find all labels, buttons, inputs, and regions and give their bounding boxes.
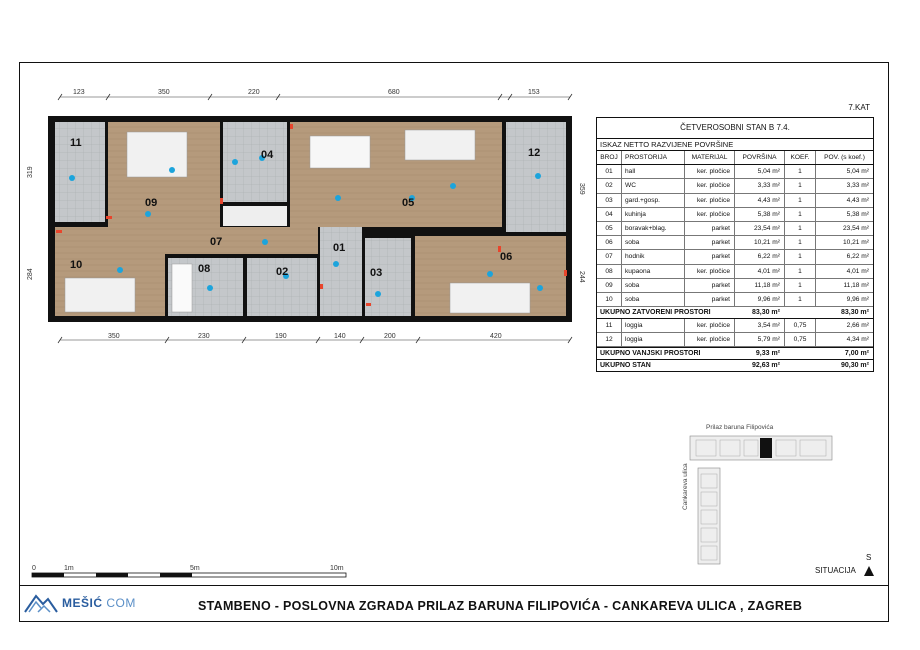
situation-map <box>686 424 836 564</box>
table-cell: 11,18 m² <box>735 279 785 292</box>
table-row <box>597 279 873 293</box>
table-cell: kuhinja <box>622 208 685 221</box>
table-row <box>597 265 873 279</box>
table-cell: ker. pločice <box>685 265 735 278</box>
table-header-row <box>597 151 873 165</box>
scale-label-0: 0 <box>32 565 36 572</box>
apartment-highlight <box>760 438 772 458</box>
table-cell: 04 <box>597 208 622 221</box>
dim-left-1: 319 <box>27 166 34 178</box>
total-outer-coef-area: 7,00 m² <box>844 350 869 358</box>
table-cell: 23,54 m² <box>842 224 869 232</box>
table-cell: 4,01 m² <box>735 265 785 278</box>
table-cell: 0,75 <box>785 319 816 332</box>
table-cell: 1 <box>785 250 816 263</box>
table-cell: 01 <box>597 165 622 178</box>
col-header-area: POVRŠINA <box>735 151 785 164</box>
table-cell: hall <box>622 165 685 178</box>
company-logo <box>24 592 136 614</box>
table-row <box>597 179 873 193</box>
room-label-05: 05 <box>402 197 415 209</box>
table-outer-row <box>597 319 873 333</box>
total-closed-area: 83,30 m² <box>751 309 780 317</box>
table-cell: 9,96 m² <box>735 293 785 306</box>
dim-right-2: 244 <box>578 271 585 283</box>
table-cell: soba <box>622 293 685 306</box>
dim-bottom-3: 190 <box>275 333 287 340</box>
table-cell: 1 <box>785 179 816 192</box>
logo-main-text: MEŠIĆ <box>62 596 103 610</box>
dim-bottom-4: 140 <box>334 333 346 340</box>
table-outer-row <box>597 333 873 347</box>
table-cell: 3,33 m² <box>735 179 785 192</box>
table-row <box>597 236 873 250</box>
table-cell: 10,21 m² <box>735 236 785 249</box>
logo-suffix-text: COM <box>106 596 136 610</box>
table-cell: 5,04 m² <box>846 168 869 176</box>
table-cell: gard.+gosp. <box>622 194 685 207</box>
table-cell: 9,96 m² <box>846 295 869 303</box>
col-header-coef: KOEF. <box>785 151 816 164</box>
table-cell: 11,18 m² <box>843 281 869 289</box>
table-cell: 07 <box>597 250 622 263</box>
col-header-material: MATERIJAL <box>685 151 735 164</box>
table-cell: kupaona <box>622 265 685 278</box>
table-cell: parket <box>685 250 735 263</box>
dim-top-4: 680 <box>388 89 400 96</box>
col-header-number: BROJ <box>597 151 622 164</box>
table-cell: 1 <box>785 194 816 207</box>
room-label-01: 01 <box>333 242 346 254</box>
table-cell: 6,22 m² <box>735 250 785 263</box>
scale-bar <box>30 562 360 580</box>
table-cell: ker. pločice <box>685 179 735 192</box>
total-outer-label: UKUPNO VANJSKI PROSTORI <box>600 350 701 358</box>
table-cell: 11 <box>597 319 622 332</box>
scale-label-10: 10m <box>330 565 344 572</box>
table-cell: 5,38 m² <box>846 210 869 218</box>
table-cell: boravak+blag. <box>622 222 685 235</box>
total-closed-row <box>597 307 873 319</box>
table-cell: 1 <box>785 236 816 249</box>
table-cell: loggia <box>622 319 685 332</box>
room-07 <box>165 227 318 254</box>
table-cell: parket <box>685 222 735 235</box>
table-cell: 12 <box>597 333 622 346</box>
table-cell: 09 <box>597 279 622 292</box>
floor-plan <box>20 88 585 350</box>
table-cell: 1 <box>785 265 816 278</box>
table-cell: soba <box>622 236 685 249</box>
table-cell: 3,33 m² <box>846 182 869 190</box>
mountain-logo-icon <box>24 592 58 614</box>
table-cell: ker. pločice <box>685 208 735 221</box>
north-label: S <box>866 553 872 562</box>
table-row <box>597 293 873 307</box>
room-label-07: 07 <box>210 236 223 248</box>
total-row <box>597 360 873 371</box>
total-coef-area: 90,30 m² <box>840 362 869 370</box>
table-row <box>597 208 873 222</box>
room-label-09: 09 <box>145 197 158 209</box>
table-cell: ker. pločice <box>685 319 735 332</box>
table-row <box>597 165 873 179</box>
room-label-03: 03 <box>370 267 383 279</box>
table-cell: 10,21 m² <box>842 239 869 247</box>
situation-label: SITUACIJA <box>815 566 856 575</box>
street-label-top: Prilaz baruna Filipovića <box>706 424 774 431</box>
dim-bottom-6: 420 <box>490 333 502 340</box>
table-cell: 0,75 <box>785 333 816 346</box>
table-cell: 23,54 m² <box>735 222 785 235</box>
room-label-11: 11 <box>70 137 82 149</box>
table-cell: 1 <box>785 165 816 178</box>
dim-left-2: 284 <box>27 268 34 280</box>
table-cell: parket <box>685 279 735 292</box>
table-cell: 10 <box>597 293 622 306</box>
street-label-left: Cankareva ulica <box>682 463 689 510</box>
total-outer-row <box>597 347 873 360</box>
table-cell: 08 <box>597 265 622 278</box>
total-closed-label: UKUPNO ZATVORENI PROSTORI <box>600 309 711 317</box>
area-table <box>596 117 874 372</box>
dim-top-2: 350 <box>158 89 170 96</box>
table-row <box>597 222 873 236</box>
table-cell: 4,34 m² <box>846 336 869 344</box>
table-cell: loggia <box>622 333 685 346</box>
room-label-12: 12 <box>528 147 541 159</box>
table-cell: WC <box>622 179 685 192</box>
dim-bottom-2: 230 <box>198 333 210 340</box>
table-row <box>597 250 873 264</box>
total-closed-coef-area: 83,30 m² <box>840 309 869 317</box>
table-cell: ker. pločice <box>685 333 735 346</box>
dim-top-1: 123 <box>73 89 85 96</box>
table-cell: 4,01 m² <box>846 267 869 275</box>
table-cell: soba <box>622 279 685 292</box>
table-cell: 4,43 m² <box>735 194 785 207</box>
room-label-10: 10 <box>70 259 83 271</box>
room-label-02: 02 <box>276 266 289 278</box>
room-label-04: 04 <box>261 149 274 161</box>
table-cell: 05 <box>597 222 622 235</box>
dim-top-5: 153 <box>528 89 540 96</box>
scale-label-5: 5m <box>190 565 200 572</box>
table-cell: 4,43 m² <box>846 196 869 204</box>
footer-divider <box>19 585 889 586</box>
table-subtitle: ISKAZ NETTO RAZVIJENE POVRŠINE <box>597 139 873 151</box>
company-name <box>62 596 136 610</box>
dim-bottom-1: 350 <box>108 333 120 340</box>
room-01 <box>320 227 362 316</box>
table-cell: parket <box>685 236 735 249</box>
table-cell: 1 <box>785 279 816 292</box>
dim-top-3: 220 <box>248 89 260 96</box>
table-cell: 1 <box>785 293 816 306</box>
table-cell: 1 <box>785 222 816 235</box>
table-cell: 1 <box>785 208 816 221</box>
dim-right-1: 359 <box>578 183 585 195</box>
table-cell: 03 <box>597 194 622 207</box>
table-cell: 6,22 m² <box>846 253 869 261</box>
table-cell: 5,79 m² <box>735 333 785 346</box>
table-cell: 06 <box>597 236 622 249</box>
col-header-area-coef: POV. (s koef.) <box>824 154 865 161</box>
table-title: ČETVEROSOBNI STAN B 7.4. <box>597 118 873 139</box>
table-cell: 5,38 m² <box>735 208 785 221</box>
total-outer-area: 9,33 m² <box>755 350 780 358</box>
table-cell: parket <box>685 293 735 306</box>
room-label-06: 06 <box>500 251 513 263</box>
table-cell: 2,66 m² <box>846 322 869 330</box>
project-title: STAMBENO - POSLOVNA ZGRADA PRILAZ BARUNA FILIPOVIĆA - CANKAREVA ULICA , ZAGREB <box>198 599 803 613</box>
table-cell: hodnik <box>622 250 685 263</box>
table-cell: 02 <box>597 179 622 192</box>
table-cell: ker. pločice <box>685 194 735 207</box>
total-area: 92,63 m² <box>751 362 780 370</box>
scale-label-1: 1m <box>64 565 74 572</box>
table-cell: 3,54 m² <box>735 319 785 332</box>
floor-label: 7.KAT <box>848 103 870 112</box>
total-label: UKUPNO STAN <box>600 362 651 370</box>
dim-bottom-5: 200 <box>384 333 396 340</box>
table-cell: ker. pločice <box>685 165 735 178</box>
table-cell: 5,04 m² <box>735 165 785 178</box>
table-row <box>597 194 873 208</box>
north-arrow-icon <box>864 566 874 576</box>
col-header-room: PROSTORIJA <box>622 151 685 164</box>
room-label-08: 08 <box>198 263 211 275</box>
